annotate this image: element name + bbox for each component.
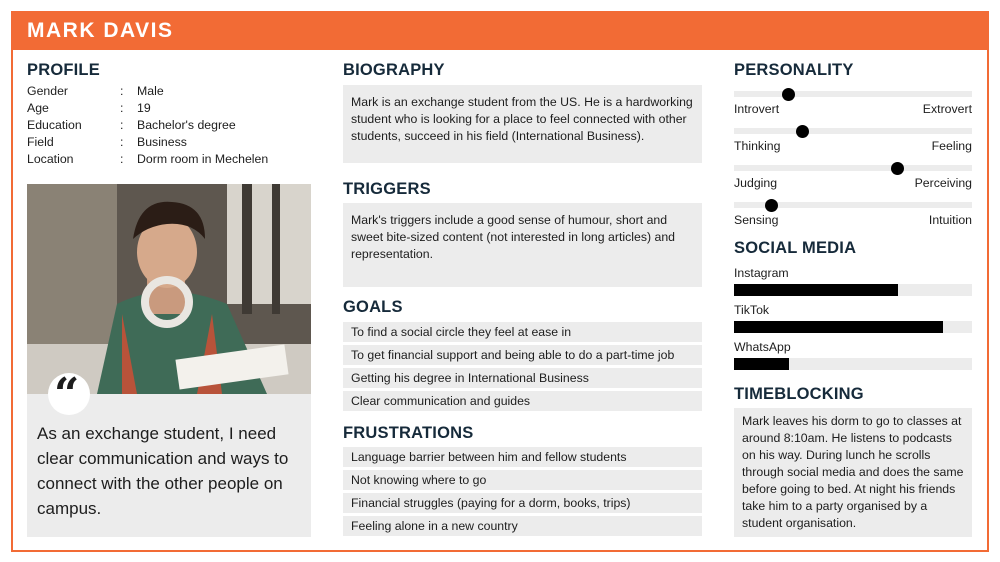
frustration-item: Not knowing where to go (343, 470, 702, 490)
profile-label: Age (27, 101, 49, 115)
trait-left-label: Sensing (734, 213, 779, 227)
trait-slider-track (734, 91, 972, 97)
frustrations-title: FRUSTRATIONS (343, 424, 474, 442)
quote-mark: “ (54, 369, 77, 420)
profile-row-gender (27, 84, 317, 101)
frustration-item: Financial struggles (paying for a dorm, books, trips) (343, 493, 702, 513)
social-bar-fill-instagram (734, 284, 898, 296)
profile-label: Gender (27, 84, 69, 98)
triggers-title: TRIGGERS (343, 180, 431, 198)
profile-separator: : (120, 118, 124, 132)
goal-item: To find a social circle they feel at ease in (343, 322, 702, 342)
social-bar-track (734, 321, 972, 333)
trait-right-label: Extrovert (922, 102, 972, 116)
profile-label: Field (27, 135, 54, 149)
profile-label: Location (27, 152, 74, 166)
quote-icon (48, 369, 90, 420)
persona-photo-illustration (27, 184, 311, 394)
triggers-text: Mark's triggers include a good sense of humour, short and sweet bite-sized content (not interested in long articles) and representation. (343, 203, 702, 287)
trait-slider-dot (796, 125, 809, 138)
timeblocking-title: TIMEBLOCKING (734, 385, 864, 403)
personality-title: PERSONALITY (734, 61, 854, 79)
trait-right-label: Feeling (931, 139, 972, 153)
social-bar-track (734, 284, 972, 296)
trait-slider-track (734, 128, 972, 134)
profile-row-field (27, 135, 317, 152)
social-bar-fill-whatsapp (734, 358, 789, 370)
profile-title: PROFILE (27, 61, 100, 79)
goal-item: Clear communication and guides (343, 391, 702, 411)
profile-separator: : (120, 101, 124, 115)
profile-separator: : (120, 135, 124, 149)
profile-value: 19 (137, 101, 151, 115)
profile-value: Business (137, 135, 187, 149)
social-bar-track (734, 358, 972, 370)
trait-left-label: Thinking (734, 139, 781, 153)
trait-slider-dot (782, 88, 795, 101)
profile-row-age (27, 101, 317, 118)
biography-text: Mark is an exchange student from the US. He is a hardworking student who is looking for a place to feel connected with other students, succeed in his field (International Business). (343, 85, 702, 163)
trait-right-label: Intuition (928, 213, 972, 227)
goal-item: To get financial support and being able to do a part-time job (343, 345, 702, 365)
social-media-title: SOCIAL MEDIA (734, 239, 857, 257)
trait-left-label: Judging (734, 176, 778, 190)
profile-label: Education (27, 118, 82, 132)
profile-separator: : (120, 84, 124, 98)
trait-slider-dot (765, 199, 778, 212)
social-label-instagram: Instagram (734, 266, 789, 280)
header-bar (11, 11, 989, 50)
biography-title: BIOGRAPHY (343, 61, 445, 79)
social-bar-fill-tiktok (734, 321, 943, 333)
timeblocking-text: Mark leaves his dorm to go to classes at around 8:10am. He listens to podcasts on his way. During lunch he scrolls through social media and does the same before going to bed. At night his friends take him to a party organised by a student organisation. (734, 408, 972, 537)
profile-row-education (27, 118, 317, 135)
profile-value: Male (137, 84, 164, 98)
profile-value: Dorm room in Mechelen (137, 152, 269, 166)
profile-row-location (27, 152, 317, 169)
goal-item: Getting his degree in International Business (343, 368, 702, 388)
social-label-whatsapp: WhatsApp (734, 340, 791, 354)
goals-title: GOALS (343, 298, 403, 316)
trait-right-label: Perceiving (914, 176, 972, 190)
frustration-item: Language barrier between him and fellow students (343, 447, 702, 467)
frustration-item: Feeling alone in a new country (343, 516, 702, 536)
persona-name: MARK DAVIS (27, 19, 174, 42)
trait-left-label: Introvert (734, 102, 780, 116)
profile-separator: : (120, 152, 124, 166)
social-label-tiktok: TikTok (734, 303, 770, 317)
trait-slider-track (734, 202, 972, 208)
trait-slider-dot (891, 162, 904, 175)
persona-photo (27, 184, 311, 394)
profile-table (27, 84, 317, 169)
profile-value: Bachelor's degree (137, 118, 236, 132)
trait-slider-track (734, 165, 972, 171)
quote-text: As an exchange student, I need clear communication and ways to connect with the other people on campus. (37, 424, 289, 518)
